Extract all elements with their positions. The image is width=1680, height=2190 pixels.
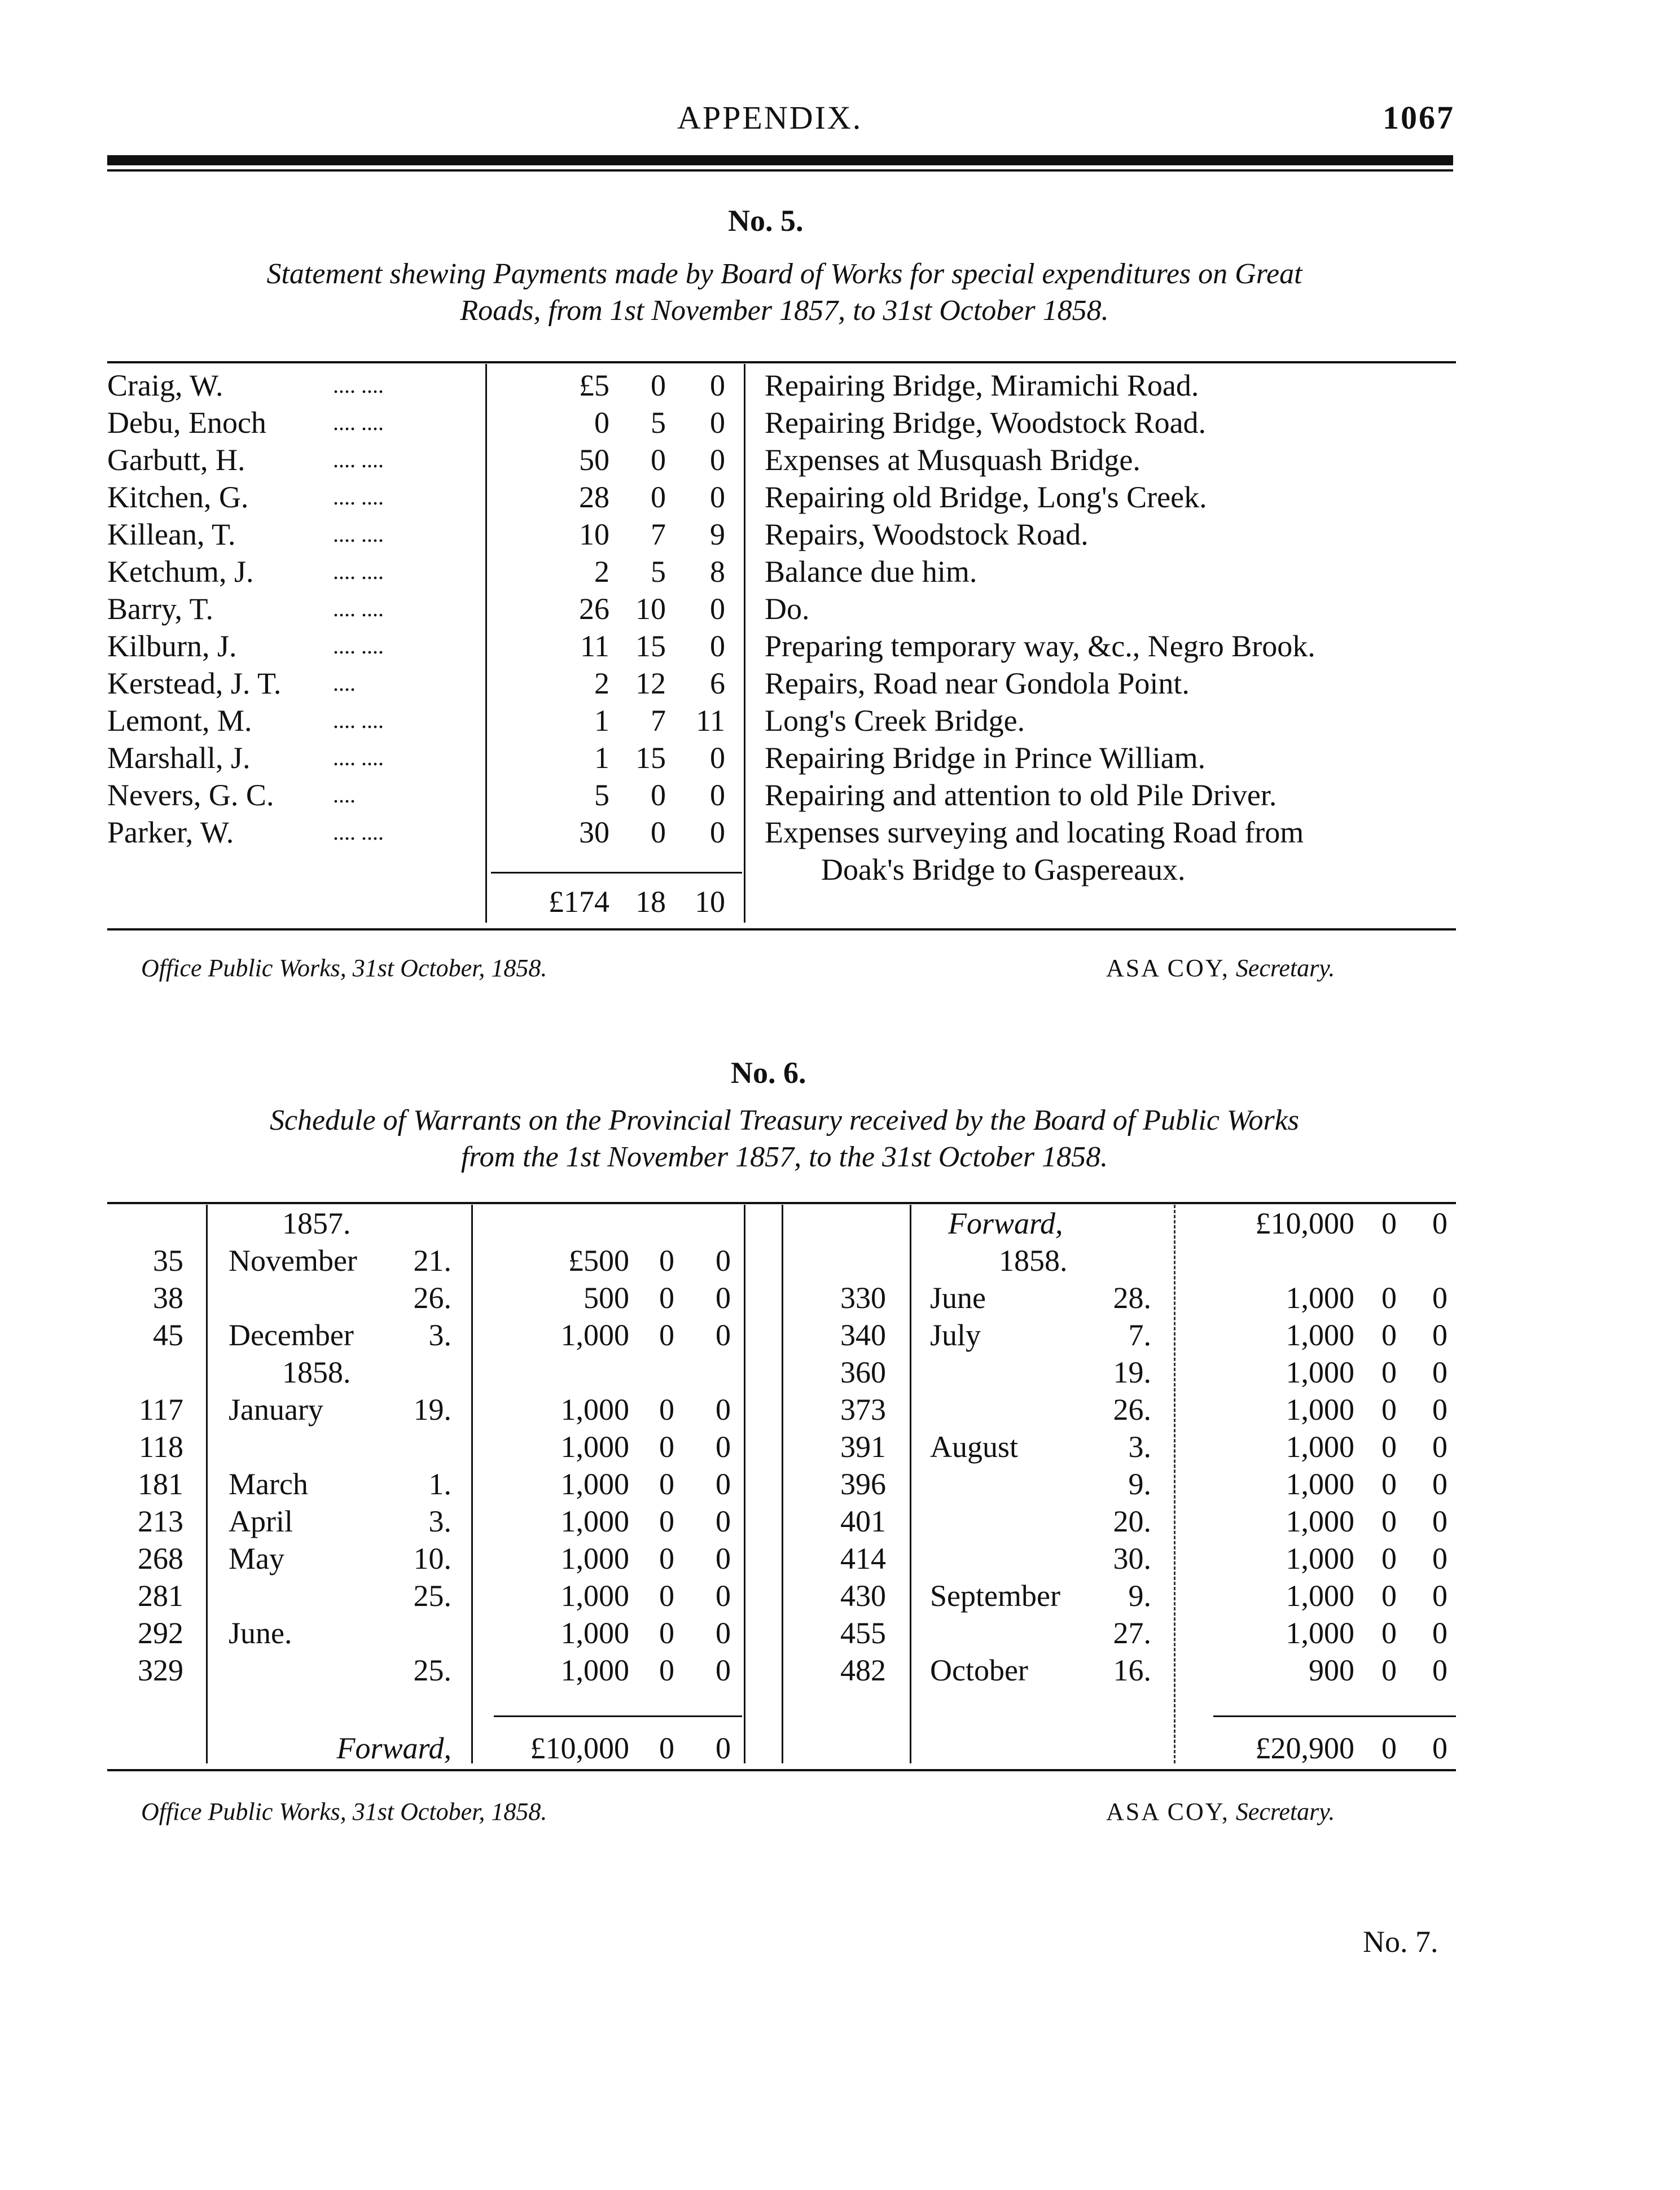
warrant-month: November <box>229 1244 357 1278</box>
shillings: 7 <box>651 517 666 551</box>
shillings: 0 <box>651 368 666 402</box>
warrant-shillings: 0 <box>659 1244 674 1278</box>
warrant-day: 3. <box>428 1318 451 1352</box>
warrant-pence: 0 <box>1432 1504 1447 1538</box>
warrant-shillings: 0 <box>659 1430 674 1464</box>
warrant-row-right <box>0 1316 1680 1354</box>
warrant-month: January <box>229 1393 323 1427</box>
warrant-month: March <box>229 1467 308 1501</box>
table-5-total-row <box>0 883 1680 920</box>
shillings: 0 <box>651 778 666 812</box>
warrant-shillings: 0 <box>1381 1430 1397 1464</box>
warrant-day: 3. <box>428 1504 451 1538</box>
grand-total-amount: £20,900 <box>1255 1731 1354 1765</box>
warrant-number: 396 <box>840 1467 886 1501</box>
payee-name: Lemont, M. <box>107 704 252 738</box>
warrant-pence: 0 <box>1432 1318 1447 1352</box>
description: Repairs, Road near Gondola Point. <box>765 666 1190 700</box>
pounds: 26 <box>579 592 609 626</box>
warrant-amount: 1,000 <box>1286 1542 1354 1575</box>
warrant-day: 21. <box>413 1244 451 1278</box>
warrant-day: 25. <box>413 1653 451 1687</box>
header-rule-thin <box>107 169 1453 172</box>
pence: 0 <box>710 480 725 514</box>
payee-name: Garbutt, H. <box>107 443 245 477</box>
table-6-divider-c <box>744 1205 745 1763</box>
warrant-number: 292 <box>138 1616 183 1650</box>
leader-dots: .... .... <box>333 521 384 547</box>
table-row <box>0 665 1680 702</box>
forward-shillings: 0 <box>659 1731 674 1765</box>
table-row <box>0 814 1680 851</box>
warrant-day: 9. <box>1128 1579 1151 1613</box>
warrant-shillings: 0 <box>659 1504 674 1538</box>
total-shillings: 18 <box>635 885 666 919</box>
warrant-amount: 1,000 <box>1286 1430 1354 1464</box>
warrant-month: June. <box>229 1616 292 1650</box>
warrant-row-right <box>0 1354 1680 1391</box>
warrant-pence: 0 <box>1432 1355 1447 1389</box>
warrant-month: August <box>930 1430 1019 1464</box>
pence: 0 <box>710 778 725 812</box>
warrant-amount: £500 <box>568 1244 629 1278</box>
warrant-month: July <box>930 1318 981 1352</box>
warrant-amount: 1,000 <box>1286 1355 1354 1389</box>
warrant-month: May <box>229 1542 284 1575</box>
section-5-signature <box>1106 954 1335 982</box>
description: Do. <box>765 592 810 626</box>
description: Repairing Bridge, Miramichi Road. <box>765 368 1199 402</box>
grand-total-pence: 0 <box>1432 1731 1447 1765</box>
pounds: 1 <box>594 704 609 738</box>
payee-name: Ketchum, J. <box>107 555 254 589</box>
table-6-left-total-rule <box>494 1715 742 1717</box>
warrant-month: Forward, <box>948 1206 1063 1240</box>
warrant-day: 1. <box>428 1467 451 1501</box>
payee-name: Kerstead, J. T. <box>107 666 282 700</box>
shillings: 12 <box>635 666 666 700</box>
warrant-amount: 1,000 <box>1286 1504 1354 1538</box>
warrant-day: 7. <box>1128 1318 1151 1352</box>
table-row <box>0 516 1680 553</box>
table-row <box>0 441 1680 479</box>
description: Balance due him. <box>765 555 977 589</box>
warrant-number: 430 <box>840 1579 886 1613</box>
table-6-bottom-rule <box>107 1769 1456 1771</box>
payee-name: Killean, T. <box>107 517 236 551</box>
warrant-row-right <box>0 1242 1680 1279</box>
warrant-row-right <box>0 1614 1680 1652</box>
total-pounds: £174 <box>549 885 609 919</box>
leader-dots: .... .... <box>333 484 384 510</box>
warrant-number: 45 <box>153 1318 183 1352</box>
warrant-number: 391 <box>840 1430 886 1464</box>
catchword: No. 7. <box>1363 1925 1438 1959</box>
warrant-pence: 0 <box>716 1244 731 1278</box>
pence: 11 <box>696 704 725 738</box>
warrant-number: 340 <box>840 1318 886 1352</box>
warrant-shillings: 0 <box>1381 1281 1397 1315</box>
description: Repairing and attention to old Pile Driver. <box>765 778 1277 812</box>
table-row <box>0 702 1680 739</box>
warrant-day: 20. <box>1113 1504 1151 1538</box>
warrant-shillings: 0 <box>1381 1393 1397 1427</box>
table-6-divider-e <box>910 1205 911 1763</box>
pence: 0 <box>710 629 725 663</box>
warrant-shillings: 0 <box>1381 1504 1397 1538</box>
warrant-month: June <box>930 1281 986 1315</box>
total-pence: 10 <box>695 885 725 919</box>
warrant-day: 26. <box>413 1281 451 1315</box>
table-5-divider-1 <box>485 364 487 923</box>
pounds: £5 <box>579 368 609 402</box>
pounds: 28 <box>579 480 609 514</box>
warrant-amount: 1,000 <box>560 1616 629 1650</box>
pounds: 2 <box>594 555 609 589</box>
section-6-caption-line-2: from the 1st November 1857, to the 31st October 1858. <box>460 1141 1108 1173</box>
section-6-footer-left: Office Public Works, 31st October, 1858. <box>141 1798 547 1825</box>
warrant-shillings: 0 <box>659 1393 674 1427</box>
description: Preparing temporary way, &c., Negro Brook. <box>765 629 1315 663</box>
shillings: 7 <box>651 704 666 738</box>
table-row <box>0 479 1680 516</box>
pence: 0 <box>710 368 725 402</box>
pence: 6 <box>710 666 725 700</box>
warrant-month: 1857. <box>282 1206 351 1240</box>
shillings: 5 <box>651 406 666 440</box>
table-6-divider-a <box>206 1205 208 1763</box>
warrant-pence: 0 <box>716 1504 731 1538</box>
warrant-day: 3. <box>1128 1430 1151 1464</box>
section-5-footer-left: Office Public Works, 31st October, 1858. <box>141 954 547 982</box>
warrant-pence: 0 <box>716 1318 731 1352</box>
description: Long's Creek Bridge. <box>765 704 1025 738</box>
warrant-amount: 1,000 <box>1286 1393 1354 1427</box>
leader-dots: .... <box>333 782 356 807</box>
signature-name: ASA COY, <box>1106 954 1230 982</box>
warrant-month: 1858. <box>999 1244 1068 1278</box>
pounds: 50 <box>579 443 609 477</box>
warrant-row-right <box>0 1465 1680 1503</box>
warrant-row-right <box>0 1428 1680 1465</box>
warrant-amount: 1,000 <box>1286 1579 1354 1613</box>
pence: 0 <box>710 592 725 626</box>
warrant-amount: 1,000 <box>1286 1318 1354 1352</box>
warrant-shillings: 0 <box>1381 1616 1397 1650</box>
table-row <box>0 553 1680 590</box>
warrant-number: 118 <box>139 1430 183 1464</box>
pence: 0 <box>710 406 725 440</box>
payee-name: Kitchen, G. <box>107 480 249 514</box>
warrant-day: 28. <box>1113 1281 1151 1315</box>
warrant-pence: 0 <box>1432 1467 1447 1501</box>
pounds: 0 <box>594 406 609 440</box>
shillings: 0 <box>651 815 666 849</box>
pounds: 2 <box>594 666 609 700</box>
warrant-shillings: 0 <box>659 1467 674 1501</box>
leader-dots: .... .... <box>333 745 384 770</box>
warrant-day: 9. <box>1128 1467 1151 1501</box>
warrant-day: 25. <box>413 1579 451 1613</box>
warrant-amount: 500 <box>584 1281 629 1315</box>
warrant-shillings: 0 <box>1381 1653 1397 1687</box>
warrant-amount: 1,000 <box>560 1318 629 1352</box>
warrant-shillings: 0 <box>1381 1355 1397 1389</box>
payee-name: Parker, W. <box>107 815 234 849</box>
warrant-shillings: 0 <box>659 1653 674 1687</box>
description-continuation: Doak's Bridge to Gaspereaux. <box>821 853 1186 886</box>
section-5-caption-line-2: Roads, from 1st November 1857, to 31st October 1858. <box>460 295 1109 327</box>
leader-dots: .... <box>333 670 356 696</box>
table-6-divider-d <box>782 1205 783 1763</box>
warrant-pence: 0 <box>1432 1653 1447 1687</box>
warrant-row-right <box>0 1652 1680 1689</box>
warrant-amount: 1,000 <box>560 1653 629 1687</box>
warrant-amount: 1,000 <box>1286 1616 1354 1650</box>
section-6-caption-line-1: Schedule of Warrants on the Provincial Treasury received by the Board of Public Works <box>269 1104 1300 1136</box>
warrant-row-right <box>0 1279 1680 1316</box>
header-rule-thick <box>107 155 1453 165</box>
signature-title: Secretary. <box>1235 954 1335 982</box>
pounds: 11 <box>580 629 609 663</box>
warrant-pence: 0 <box>1432 1206 1447 1240</box>
warrant-amount: 1,000 <box>1286 1467 1354 1501</box>
table-5-bottom-rule <box>107 928 1456 931</box>
warrant-number: 268 <box>138 1542 183 1575</box>
warrant-pence: 0 <box>1432 1430 1447 1464</box>
running-head-title: APPENDIX. <box>677 99 863 136</box>
warrant-amount: 1,000 <box>560 1467 629 1501</box>
warrant-shillings: 0 <box>1381 1318 1397 1352</box>
shillings: 15 <box>635 629 666 663</box>
warrant-row-right <box>0 1205 1680 1242</box>
table-6-right-total-rule <box>1213 1715 1456 1717</box>
pounds: 10 <box>579 517 609 551</box>
description: Repairing old Bridge, Long's Creek. <box>765 480 1207 514</box>
warrant-pence: 0 <box>716 1616 731 1650</box>
leader-dots: .... .... <box>333 559 384 584</box>
shillings: 15 <box>635 741 666 775</box>
warrant-month: April <box>229 1504 293 1538</box>
warrant-pence: 0 <box>716 1542 731 1575</box>
warrant-amount: 1,000 <box>1286 1281 1354 1315</box>
warrant-shillings: 0 <box>1381 1579 1397 1613</box>
leader-dots: .... .... <box>333 410 384 435</box>
warrant-pence: 0 <box>716 1579 731 1613</box>
warrant-amount: 1,000 <box>560 1504 629 1538</box>
description: Repairing Bridge, Woodstock Road. <box>765 406 1207 440</box>
leader-dots: .... .... <box>333 819 384 845</box>
warrant-number: 281 <box>138 1579 183 1613</box>
leader-dots: .... .... <box>333 708 384 733</box>
warrant-amount: £10,000 <box>1255 1206 1354 1240</box>
warrant-pence: 0 <box>716 1430 731 1464</box>
warrant-month: October <box>930 1653 1028 1687</box>
warrant-amount: 1,000 <box>560 1542 629 1575</box>
forward-amount: £10,000 <box>530 1731 629 1765</box>
warrant-shillings: 0 <box>1381 1542 1397 1575</box>
leader-dots: .... .... <box>333 633 384 659</box>
warrant-row-right <box>0 1540 1680 1577</box>
description: Expenses at Musquash Bridge. <box>765 443 1141 477</box>
warrant-amount: 1,000 <box>560 1393 629 1427</box>
table-row <box>0 404 1680 441</box>
signature-name: ASA COY, <box>1106 1798 1230 1825</box>
warrant-pence: 0 <box>1432 1616 1447 1650</box>
description: Repairing Bridge in Prince William. <box>765 741 1206 775</box>
warrant-shillings: 0 <box>1381 1206 1397 1240</box>
forward-pence: 0 <box>716 1731 731 1765</box>
warrant-day: 27. <box>1113 1616 1151 1650</box>
section-6-signature <box>1106 1797 1335 1826</box>
warrant-shillings: 0 <box>659 1542 674 1575</box>
warrant-pence: 0 <box>1432 1542 1447 1575</box>
page-number: 1067 <box>1383 99 1455 136</box>
shillings: 10 <box>635 592 666 626</box>
leader-dots: .... .... <box>333 372 384 398</box>
shillings: 0 <box>651 480 666 514</box>
table-row <box>0 739 1680 776</box>
warrant-shillings: 0 <box>659 1616 674 1650</box>
warrant-number: 117 <box>139 1393 183 1427</box>
warrant-number: 360 <box>840 1355 886 1389</box>
pounds: 30 <box>579 815 609 849</box>
shillings: 5 <box>651 555 666 589</box>
payee-name: Marshall, J. <box>107 741 251 775</box>
signature-title: Secretary. <box>1235 1798 1335 1825</box>
table-row <box>0 627 1680 665</box>
section-5-number: No. 5. <box>728 204 804 238</box>
warrant-day: 30. <box>1113 1542 1151 1575</box>
warrant-month: September <box>930 1579 1060 1613</box>
pence: 9 <box>710 517 725 551</box>
payee-name: Kilburn, J. <box>107 629 237 663</box>
warrant-number: 329 <box>138 1653 183 1687</box>
warrant-number: 482 <box>840 1653 886 1687</box>
table-6-divider-b <box>471 1205 473 1763</box>
payee-name: Barry, T. <box>107 592 213 626</box>
table-5-divider-2 <box>744 364 745 923</box>
warrant-number: 373 <box>840 1393 886 1427</box>
warrant-amount: 1,000 <box>560 1579 629 1613</box>
warrant-number: 38 <box>153 1281 183 1315</box>
pence: 0 <box>710 741 725 775</box>
warrant-number: 455 <box>840 1616 886 1650</box>
warrant-row-right <box>0 1577 1680 1614</box>
pence: 8 <box>710 555 725 589</box>
warrant-number: 401 <box>840 1504 886 1538</box>
payee-name: Craig, W. <box>107 368 223 402</box>
forward-label: Forward, <box>336 1731 451 1765</box>
table-row <box>0 590 1680 627</box>
warrant-amount: 1,000 <box>560 1430 629 1464</box>
warrant-shillings: 0 <box>659 1579 674 1613</box>
pence: 0 <box>710 443 725 477</box>
warrant-shillings: 0 <box>659 1281 674 1315</box>
warrant-number: 35 <box>153 1244 183 1278</box>
section-6-number: No. 6. <box>731 1056 806 1090</box>
table-6-forward-row <box>0 1730 1680 1767</box>
warrant-number: 181 <box>138 1467 183 1501</box>
warrant-day: 10. <box>413 1542 451 1575</box>
table-row <box>0 776 1680 814</box>
table-5-top-rule <box>107 361 1456 363</box>
warrant-amount: 900 <box>1309 1653 1354 1687</box>
warrant-shillings: 0 <box>659 1318 674 1352</box>
table-6-divider-f <box>1174 1205 1175 1763</box>
warrant-pence: 0 <box>716 1393 731 1427</box>
leader-dots: .... .... <box>333 447 384 472</box>
warrant-row-right <box>0 1503 1680 1540</box>
warrant-shillings: 0 <box>1381 1467 1397 1501</box>
warrant-pence: 0 <box>716 1281 731 1315</box>
warrant-number: 213 <box>138 1504 183 1538</box>
pounds: 5 <box>594 778 609 812</box>
pence: 0 <box>710 815 725 849</box>
warrant-row-right <box>0 1391 1680 1428</box>
warrant-number: 330 <box>840 1281 886 1315</box>
payee-name: Debu, Enoch <box>107 406 266 440</box>
warrant-pence: 0 <box>1432 1393 1447 1427</box>
warrant-day: 26. <box>1113 1393 1151 1427</box>
shillings: 0 <box>651 443 666 477</box>
warrant-day: 19. <box>413 1393 451 1427</box>
table-5-total-rule <box>491 872 742 874</box>
warrant-pence: 0 <box>716 1653 731 1687</box>
warrant-month: December <box>229 1318 354 1352</box>
warrant-number: 414 <box>840 1542 886 1575</box>
leader-dots: .... .... <box>333 596 384 621</box>
section-5-caption-line-1: Statement shewing Payments made by Board of Works for special expenditures on Great <box>266 258 1302 290</box>
grand-total-shillings: 0 <box>1381 1731 1397 1765</box>
description: Expenses surveying and locating Road from <box>765 815 1304 849</box>
payee-name: Nevers, G. C. <box>107 778 274 812</box>
description: Repairs, Woodstock Road. <box>765 517 1089 551</box>
warrant-pence: 0 <box>1432 1579 1447 1613</box>
warrant-month: 1858. <box>282 1355 351 1389</box>
warrant-pence: 0 <box>1432 1281 1447 1315</box>
table-6-top-rule <box>107 1202 1456 1204</box>
warrant-pence: 0 <box>716 1467 731 1501</box>
warrant-day: 19. <box>1113 1355 1151 1389</box>
table-row <box>0 367 1680 404</box>
warrant-day: 16. <box>1113 1653 1151 1687</box>
pounds: 1 <box>594 741 609 775</box>
